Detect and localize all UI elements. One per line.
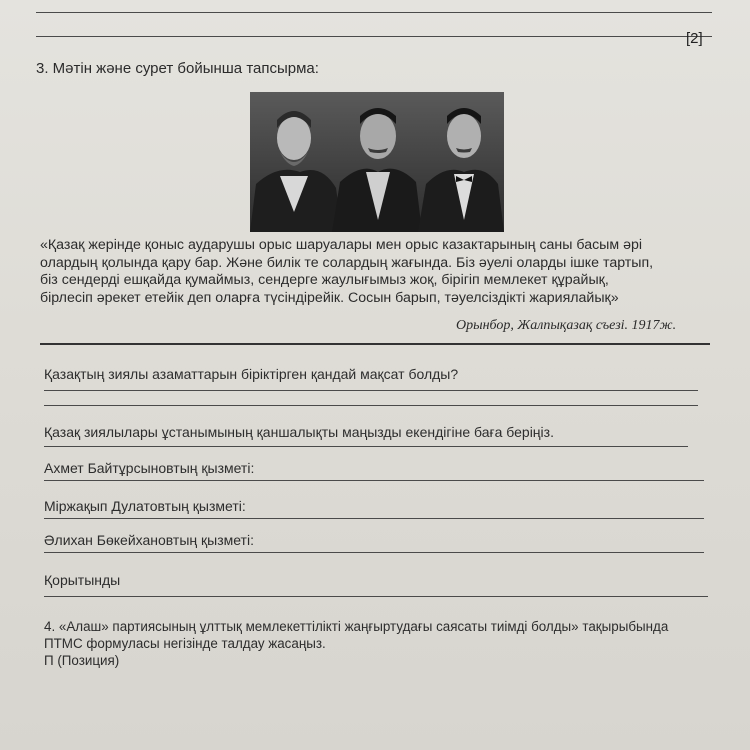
- answer-line[interactable]: [44, 552, 704, 553]
- quote-source: Орынбор, Жалпықазақ съезі. 1917ж.: [456, 318, 677, 333]
- answer-line: [36, 12, 712, 13]
- task-4-line: П (Позиция): [44, 653, 120, 668]
- marks-label: [2]: [686, 30, 703, 47]
- question-conclusion: Қорытынды: [44, 572, 121, 588]
- answer-line[interactable]: [44, 480, 704, 481]
- question-baitursynov: Ахмет Байтұрсыновтың қызметі:: [44, 460, 255, 476]
- quote-line: «Қазақ жерінде қоныс аударушы орыс шаруалары мен орыс казактарының саны басым әрі: [40, 237, 643, 253]
- answer-line[interactable]: [44, 405, 698, 406]
- quote-text: [40, 237, 720, 307]
- question-importance: Қазақ зиялылары ұстанымының қаншалықты маңызды екендігіне баға беріңіз.: [44, 424, 554, 440]
- source-underline: [40, 343, 710, 345]
- task-4-text: [44, 618, 734, 669]
- answer-line[interactable]: [44, 518, 704, 519]
- quote-line: олардың қолында қару бар. Және билік те солардың жағында. Біз әуелі оларды ішке тартып,: [40, 254, 654, 271]
- task-4-line: ПТМС формуласы негізінде талдау жасаңыз.: [44, 636, 326, 651]
- answer-line[interactable]: [44, 390, 698, 391]
- question-goal: Қазақтың зиялы азаматтарын біріктірген қандай мақсат болды?: [44, 366, 459, 382]
- question-bokeikhanov: Әлихан Бөкейхановтың қызметі:: [44, 532, 254, 548]
- answer-line[interactable]: [44, 446, 688, 447]
- task-3-title: 3. Мәтін және сурет бойынша тапсырма:: [36, 60, 319, 77]
- historical-portrait-photo: [250, 92, 504, 232]
- question-dulatov: Міржақып Дулатовтың қызметі:: [44, 498, 246, 514]
- quote-line: біз сендерді ешқайда қумаймыз, сендерге жаулығымыз жоқ, бірігіп мемлекет құрайық,: [40, 272, 609, 289]
- task-4-line: 4. «Алаш» партиясының ұлттық мемлекеттілікті жаңғыртудағы саясаты тиімді болды» тақырыбында: [44, 619, 669, 634]
- three-men-portrait-image: [250, 92, 504, 232]
- answer-line[interactable]: [44, 596, 708, 597]
- answer-line: [36, 36, 712, 37]
- quote-line: бірлесіп әрекет етейік деп оларға түсіндірейік. Сосын барып, тәуелсіздікті жариялайық»: [40, 289, 619, 306]
